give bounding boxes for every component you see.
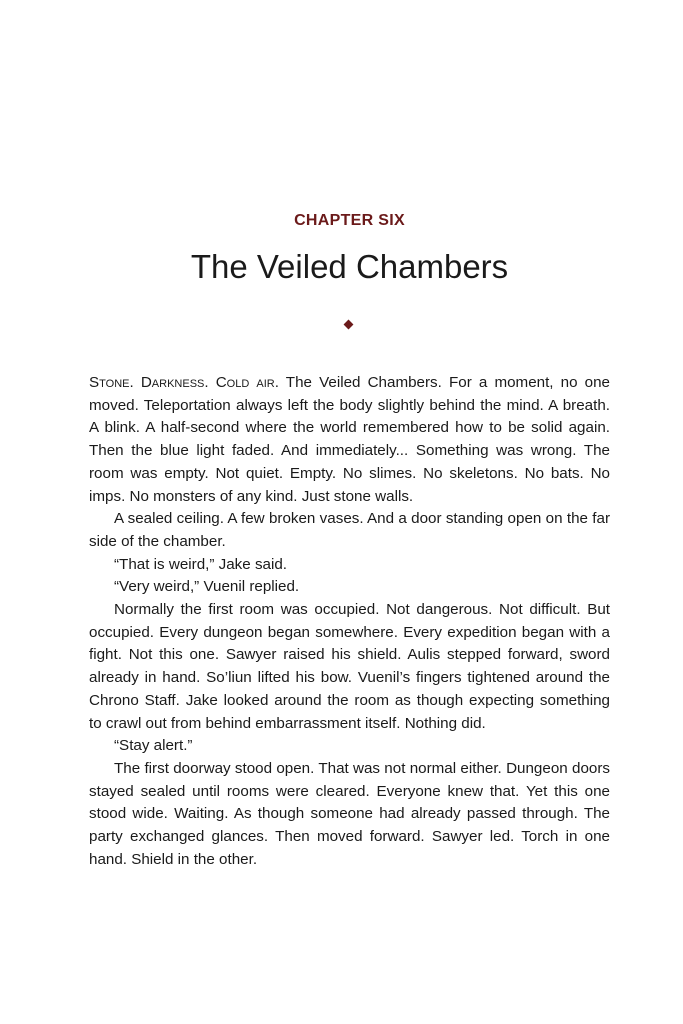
small-caps-lead: Stone. Darkness. Cold air. — [89, 374, 279, 391]
chapter-label: CHAPTER SIX — [294, 212, 405, 229]
paragraph-6: “Stay alert.” — [114, 737, 193, 755]
paragraph-text: The Veiled Chambers. For a moment, no one moved. Teleportation always left the body slightly behind the mind. A breath. A blink. A half-second where the world remembered how to be solid again. Then the blue light faded. And immediately... Something was wrong. The room was empty. Not quiet. Empty. No slimes. No skeletons. No bats. No imps. No monsters of any kind. Just stone walls. — [89, 374, 610, 505]
paragraph-3: “That is weird,” Jake said. — [114, 555, 288, 573]
chapter-title: The Veiled Chambers — [190, 248, 509, 285]
paragraph-2: A sealed ceiling. A few broken vases. And a door standing open on the far side of the chamber. — [89, 510, 610, 550]
paragraph-5: Normally the first room was occupied. Not dangerous. Not difficult. But occupied. Every dungeon began somewhere. Every expedition began with a fight. Not this one. Sawyer raised his shield. Aulis stepped forward, sword already in hand. So’liun lifted his bow. Vuenil’s fingers tightened around the Chrono Staff. Jake looked around the room as though expecting something to crawl out from behind embarrassment itself. Nothing did. — [89, 601, 610, 732]
paragraph-4: “Very weird,” Vuenil replied. — [114, 578, 300, 596]
chapter-body — [89, 372, 610, 871]
paragraph-1 — [89, 372, 610, 508]
ornament-diamond-icon — [344, 320, 354, 330]
paragraph-7: The first doorway stood open. That was not normal either. Dungeon doors stayed sealed until rooms were cleared. Everyone knew that. Yet this one stood wide. Waiting. As though someone had already passed through. The party exchanged glances. Then moved forward. Sawyer led. Torch in one hand. Shield in the other. — [89, 759, 610, 868]
